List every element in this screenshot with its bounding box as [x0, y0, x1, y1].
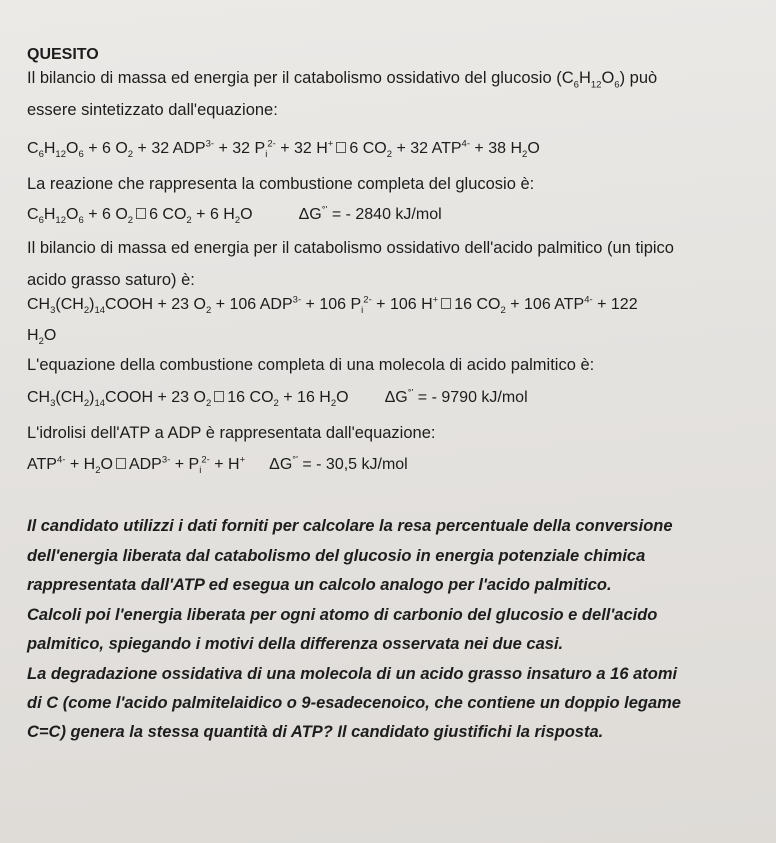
palmitic-intro-line-2: acido grasso saturo) è: — [27, 271, 195, 289]
eq3-rhs: 16 $CO_2 + 106$ $ATP^{4-} + 122$ — [454, 294, 638, 317]
palmitic-intro-line-1: Il bilancio di massa ed energia per il catabolismo ossidativo dell'acido palmitico (un tipico — [27, 239, 674, 257]
atp-hydrolysis-intro: L'idrolisi dell'ATP a ADP è rappresentata dall'equazione: — [27, 424, 436, 442]
eq4-delta-g: ΔG°' = - 9790 kJ/mol — [384, 387, 528, 406]
intro-line-1: Il bilancio di massa ed energia per il catabolismo ossidativo del glucosio $(C_6H_{12}O_6)$ può — [27, 69, 658, 91]
intro-line-2: essere sintetizzato dall'equazione: — [27, 101, 278, 119]
arrow-placeholder-icon — [136, 208, 146, 219]
eq3-lhs: $CH_3(CH_2)_{14}COOH + 23$ $O_2 + 106$ $ADP^{3-} + 106$ $P_i^{2-} + 106$ H+ — [27, 294, 439, 317]
equation-glucose-catabolism — [27, 139, 540, 159]
equation-palmitic-combustion — [27, 388, 528, 408]
combustion-glucose-intro: La reazione che rappresenta la combustione completa del glucosio è: — [27, 175, 535, 193]
combustion-palmitic-intro: L'equazione della combustione completa di una molecola di acido palmitico è: — [27, 356, 595, 374]
equation-atp-hydrolysis — [27, 455, 408, 475]
task-p3-line-3: C=C) genera la stessa quantità di ATP? Il candidato giustifichi la risposta. — [27, 723, 604, 741]
equation-glucose-combustion — [27, 205, 442, 225]
equation-palmitic-catabolism-continued: $H_2O$ — [27, 327, 57, 348]
task-p1-line-2: dell'energia liberata dal catabolismo del glucosio in energia potenziale chimica — [27, 547, 646, 565]
eq4-rhs: 16 $CO_2 + 16$ $H_2O$ — [227, 389, 349, 410]
task-p1-line-3: rappresentata dall'ATP ed esegua un calcolo analogo per l'acido palmitico. — [27, 576, 612, 594]
eq5-delta-g: ΔG°' = - 30,5 kJ/mol — [269, 454, 408, 473]
eq5-rhs: $ADP^{3-} + P_i^{2-} + H^+$ — [128, 454, 246, 477]
page-title: QUESITO — [27, 46, 99, 63]
eq1-lhs: $C_6H_{12}O_6 + 6$ $O_2 + 32$ $ADP^{3-} + 32$ $P_i^{2-} + 32$ H+ — [27, 138, 334, 161]
arrow-placeholder-icon — [116, 458, 126, 469]
task-p2-line-1: Calcoli poi l'energia liberata per ogni atomo di carbonio del glucosio e dell'acido — [27, 606, 658, 624]
task-p2-line-2: palmitico, spiegando i motivi della differenza osservata nei due casi. — [27, 635, 564, 653]
eq2-lhs: $C_6H_{12}O_6 + 6$ $O_2$ — [27, 206, 134, 227]
glucose-formula: $(C_6H_{12}O_6)$ può — [556, 69, 658, 91]
equation-palmitic-catabolism — [27, 295, 638, 315]
eq4-lhs: $CH_3(CH_2)_{14}COOH + 23$ $O_2$ — [27, 389, 212, 410]
task-p3-line-2: di C (come l'acido palmitelaidico o 9-esadecenoico, che contiene un doppio legame — [27, 694, 681, 712]
arrow-placeholder-icon — [441, 298, 451, 309]
task-p1-line-1: Il candidato utilizzi i dati forniti per calcolare la resa percentuale della conversione — [27, 517, 673, 535]
eq1-rhs: 6 $CO_2 + 32$ $ATP^{4-} + 38$ $H_2O$ — [349, 138, 540, 161]
task-p3-line-1: La degradazione ossidativa di una molecola di un acido grasso insaturo a 16 atomi — [27, 665, 678, 683]
eq2-delta-g: ΔG°' = - 2840 kJ/mol — [298, 204, 442, 223]
arrow-placeholder-icon — [214, 391, 224, 402]
arrow-placeholder-icon — [336, 142, 346, 153]
eq2-rhs: 6 $CO_2 + 6$ $H_2O$ — [149, 206, 253, 227]
eq5-lhs: $ATP^{4-} + H_2O$ — [27, 454, 113, 477]
